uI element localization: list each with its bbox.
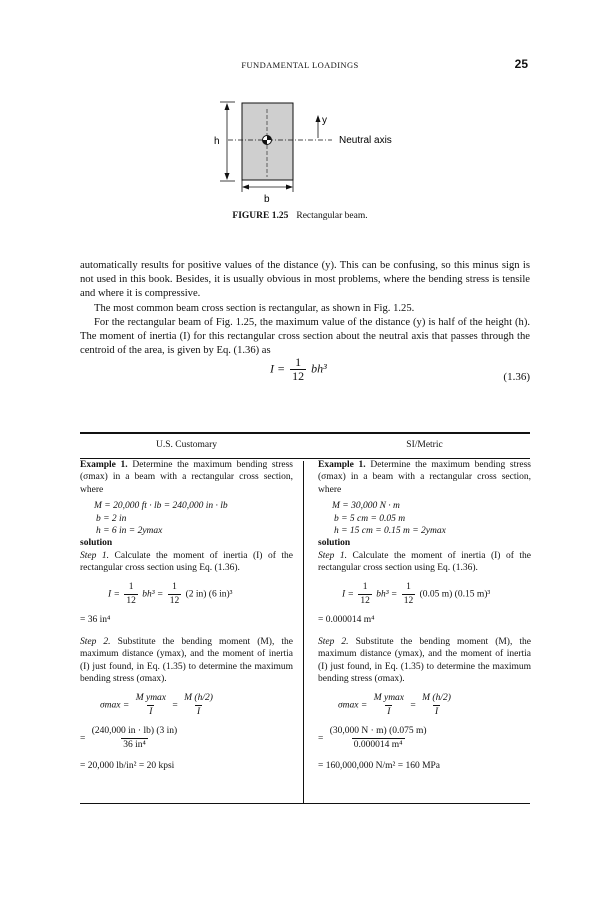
us-stress-substitution: = $\frac{(240,000 in \cdot lb) (3 in)}{\text{36 in⁴}}$ (80, 725, 178, 750)
us-stress-result: = 20,000 lb/in² = 20 kpsi (80, 760, 175, 771)
si-inertia-result: = 0.000014 m⁴ (318, 614, 375, 625)
paragraph-3: For the rectangular beam of Fig. 1.25, the maximum value of the distance (y) is half of the height (h). The moment of inertia (I) for this rectangular cross section about the neutral axis that passes through the centroid of the area, is given by Eq. (1.36) as (80, 316, 530, 357)
us-given-values: M = 20,000 ft · lb = 240,000 in · lb b = 2 in h = 6 in = 2ymax (94, 501, 228, 537)
eq-lhs: I = (270, 361, 286, 376)
us-customary-column (80, 435, 293, 772)
si-solution-label: solution (318, 538, 351, 549)
si-heading: SI/Metric (406, 440, 443, 450)
label-h: h (214, 136, 220, 147)
us-inertia-result: = 36 in⁴ (80, 614, 111, 625)
si-metric-column (318, 435, 531, 772)
caption-number: FIGURE 1.25 (232, 211, 289, 221)
us-inertia-calc: I = $\frac{1}{12}$ bh³ = $\frac{1}{12}$ (2 in) (6 in)³ (108, 581, 233, 606)
table-column-separator (303, 461, 304, 804)
si-stress-formula: σmax = $\frac{\text{M ymax}}{I}$ = $\frac{M (h/2)}{I}$ (338, 692, 451, 717)
label-b: b (264, 194, 270, 205)
body-text (80, 259, 530, 358)
paragraph-1: automatically results for positive values of the distance (y). This can be confusing, so this minus sign is not used in this book. Besides, it is usually obvious in most problems, where the bending stress is tensile and where it is compressive. (80, 260, 530, 300)
figure-caption (0, 211, 600, 221)
table-bottom-rule (80, 803, 530, 804)
equation-1-36 (270, 356, 327, 383)
eq-fraction: $\frac{1}{12}$ (292, 355, 305, 383)
equation-number: (1.36) (503, 371, 530, 383)
si-step-1: Step 1. Calculate the moment of inertia (I) of the rectangular cross section using Eq. (1.36). (318, 550, 532, 574)
running-header-title: FUNDAMENTAL LOADINGS (241, 60, 359, 70)
caption-text: Rectangular beam. (296, 211, 368, 221)
us-heading: U.S. Customary (156, 440, 217, 450)
si-given-values: M = 30,000 N · m b = 5 cm = 0.05 m h = 15 cm = 0.15 m = 2ymax (332, 501, 446, 537)
us-step-1: Step 1. Calculate the moment of inertia (I) of the rectangular cross section using Eq. (1.36). (80, 550, 294, 574)
si-stress-result: = 160,000,000 N/m² = 160 MPa (318, 760, 441, 771)
si-inertia-calc: I = $\frac{1}{12}$ bh³ = $\frac{1}{12}$ (0.05 m) (0.15 m)³ (342, 581, 491, 606)
si-step-2: Step 2. Substitute the bending moment (M), the maximum distance (ymax), and the moment of inertia (I) just found, in Eq. (1.35) to determine the maximum bending stress (σmax). (318, 637, 532, 685)
paragraph-2: The most common beam cross section is rectangular, as shown in Fig. 1.25. (94, 302, 415, 314)
si-example-statement: Example 1. Determine the maximum bending stress (σmax) in a beam with a rectangular cross section, where (318, 460, 531, 495)
rectangular-beam-figure (200, 95, 430, 210)
us-stress-formula: σmax = $\frac{\text{M ymax}}{I}$ = $\frac{M (h/2)}{I}$ (100, 692, 213, 717)
us-example-statement: Example 1. Determine the maximum bending stress (σmax) in a beam with a rectangular cross section, where (80, 460, 293, 495)
label-y: y (322, 115, 327, 126)
us-step-2: Step 2. Substitute the bending moment (M), the maximum distance (ymax), and the moment of inertia (I) just found, in Eq. (1.35) to determine the maximum bending stress (σmax). (80, 637, 294, 685)
si-stress-substitution: = $\frac{(30,000 N \cdot m) (0.075 m)}{\text{0.000014 m⁴}}$ (318, 725, 427, 750)
table-top-rule (80, 432, 530, 434)
eq-rhs: bh³ (311, 361, 327, 376)
label-neutral-axis: Neutral axis (339, 135, 392, 146)
us-solution-label: solution (80, 538, 113, 549)
page-number: 25 (514, 57, 528, 71)
